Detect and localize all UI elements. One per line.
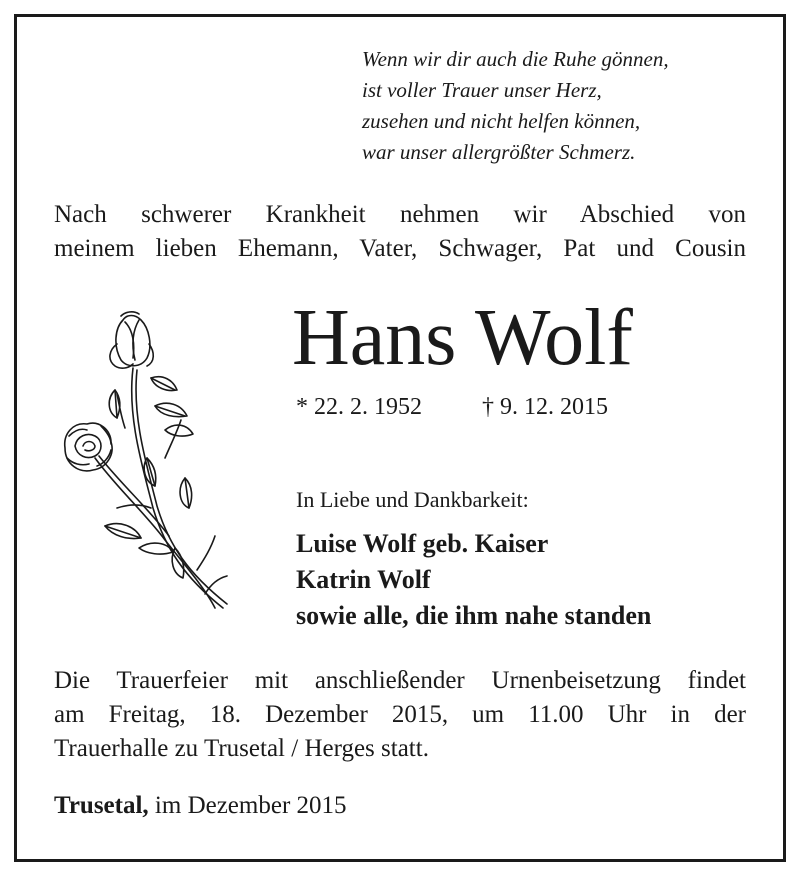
- mourners-list: [296, 526, 651, 634]
- mourners-heading: In Liebe und Dankbarkeit:: [296, 487, 529, 512]
- poem-line: war unser allergrößter Schmerz.: [362, 140, 636, 164]
- ceremony-line: am Freitag, 18. Dezember 2015, um 11.00 Uhr in der: [54, 701, 746, 728]
- poem-line: ist voller Trauer unser Herz,: [362, 78, 602, 102]
- ceremony-line: Die Trauerfeier mit anschließender Urnenbeisetzung findet: [54, 667, 746, 694]
- deceased-name: Hans Wolf: [292, 294, 633, 382]
- footer-date: im Dezember 2015: [154, 792, 347, 819]
- place-date: [54, 790, 347, 822]
- poem: [362, 44, 669, 168]
- ceremony-text: [54, 664, 746, 766]
- poem-line: Wenn wir dir auch die Ruhe gönnen,: [362, 47, 669, 71]
- intro-line: Nach schwerer Krankheit nehmen wir Abschied von: [54, 201, 746, 228]
- life-dates: [296, 392, 608, 422]
- mourner-name: Katrin Wolf: [296, 565, 431, 594]
- footer-place: Trusetal,: [54, 792, 149, 819]
- intro-text: [54, 198, 746, 266]
- poem-line: zusehen und nicht helfen können,: [362, 109, 641, 133]
- birth-date: * 22. 2. 1952: [296, 394, 422, 420]
- death-date: † 9. 12. 2015: [482, 394, 608, 420]
- ceremony-line: Trauerhalle zu Trusetal / Herges statt.: [54, 735, 429, 762]
- intro-line: meinem lieben Ehemann, Vater, Schwager, Pat und Cousin: [54, 235, 746, 262]
- mourner-name: Luise Wolf geb. Kaiser: [296, 529, 549, 558]
- rose-icon: [55, 308, 240, 618]
- mourner-name: sowie alle, die ihm nahe standen: [296, 601, 652, 630]
